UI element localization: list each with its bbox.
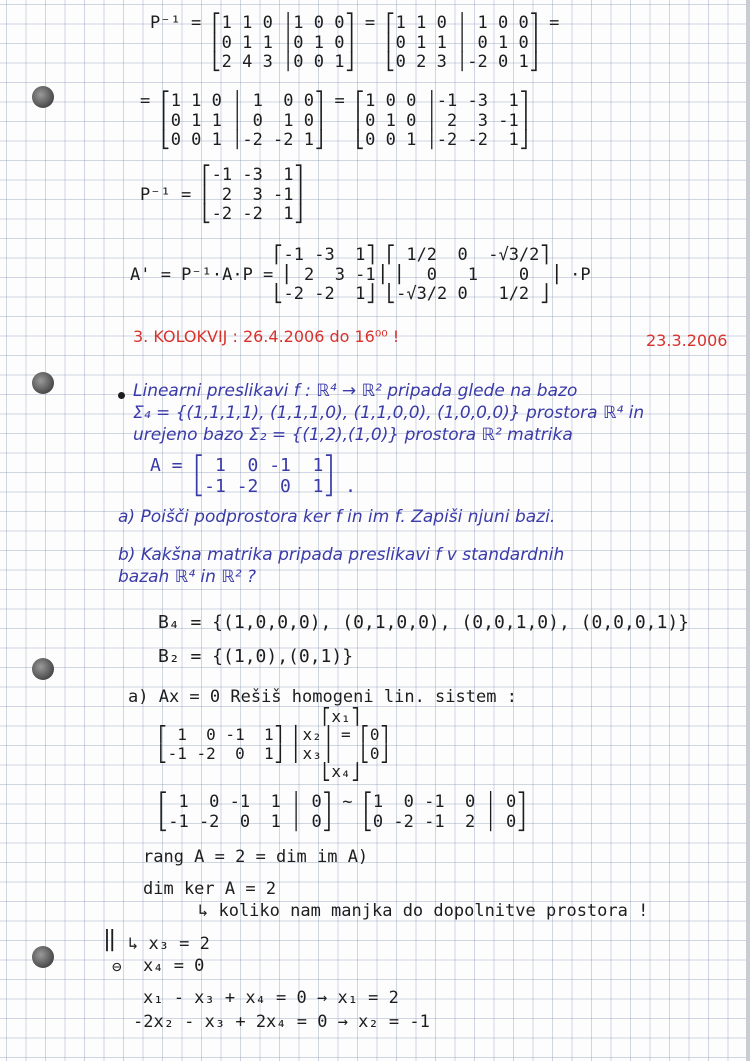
math-line: ⎡ 1 0 -1 1 │ 0⎤ ~ ⎡1 0 -1 0 │ 0⎤ (158, 792, 527, 812)
standard-basis-r4: B₄ = {(1,0,0,0), (0,1,0,0), (0,0,1,0), (0,0,0,1)} (158, 612, 690, 633)
math-line: ⎣-1 -2 0 1 │ 0⎦ ⎣0 -2 -1 2 │ 0⎦ (158, 811, 527, 832)
free-variable-x4: x₄ = 0 (143, 956, 205, 976)
binder-hole (32, 86, 54, 108)
math-line: ⎡ 1 0 -1 1⎤ ⎢x₂⎥ = ⎡0⎤ (158, 725, 390, 745)
math-line: A = ⎡ 1 0 -1 1⎤ (150, 455, 335, 476)
date-label: 23.3.2006 (646, 331, 728, 350)
equation-line: x₁ - x₃ + x₄ = 0 → x₁ = 2 (143, 988, 399, 1008)
free-variable-x3: ↳ x₃ = 2 (128, 934, 210, 954)
math-line: ⎡-1 -3 1⎤ ⎡ 1/2 0 -√3/2⎤ (130, 245, 550, 265)
math-line: P⁻¹ = ⎡1 1 0 │1 0 0⎤ = ⎡1 1 0 │ 1 0 0⎤ = (150, 13, 560, 33)
problem-text: Σ₄ = {(1,1,1,1), (1,1,1,0), (1,1,0,0), (1,0,0,0)} prostora ℝ⁴ in (133, 403, 645, 423)
math-line: P⁻¹ = ⎢ 2 3 -1⎥ (140, 184, 304, 205)
math-line: ⎡-1 -3 1⎤ (140, 165, 304, 185)
problem-matrix (150, 456, 356, 497)
binder-hole (32, 658, 54, 680)
math-line: ⎣-1 -2 0 1⎦ ⎢x₃⎥ ⎣0⎦ (158, 743, 390, 763)
problem-part-b: b) Kakšna matrika pripada preslikavi f v standardnih (118, 545, 565, 565)
math-line: ⎣-2 -2 1⎦ ⎣-√3/2 0 1/2 ⎦ (130, 284, 550, 305)
page-edge (746, 0, 750, 1061)
rank-statement: rang A = 2 = dim im A) (143, 847, 369, 867)
inverse-matrix-step-2 (140, 92, 529, 151)
math-line: ⎣-2 -2 1⎦ (140, 204, 304, 225)
problem-part-b: bazah ℝ⁴ in ℝ² ? (118, 567, 257, 587)
homogeneous-system (158, 708, 389, 782)
math-line: ⎣x₄⎦ (158, 762, 361, 782)
binder-hole (32, 946, 54, 968)
problem-text: urejeno bazo Σ₂ = {(1,2),(1,0)} prostora ℝ² matrika (133, 425, 573, 445)
math-line: ⎣0 0 1 │-2 -2 1⎦ ⎣0 0 1 │-2 -2 1⎦ (140, 130, 529, 151)
inverse-matrix-step-1 (150, 14, 559, 73)
math-line: A' = P⁻¹·A·P = ⎢ 2 3 -1⎥ ⎢ 0 1 0 ⎥ ·P (130, 264, 591, 285)
problem-text: Linearni preslikavi f : ℝ⁴ → ℝ² pripada glede na bazo (133, 381, 578, 401)
standard-basis-r2: B₂ = {(1,0),(0,1)} (158, 646, 354, 667)
math-line: ⎢0 1 1 │0 1 0⎥ ⎢0 1 1 │ 0 1 0⎥ (150, 32, 539, 53)
margin-mark: ⊖ (112, 957, 122, 976)
binder-hole (32, 372, 54, 394)
margin-mark: ‖ (103, 927, 117, 952)
row-reduction (158, 793, 526, 832)
math-line: ⎢0 1 1 │ 0 1 0⎥ ⎢0 1 0 │ 2 3 -1⎥ (140, 110, 529, 131)
math-line: ⎣-1 -2 0 1⎦ . (150, 475, 356, 497)
math-line: ⎡x₁⎤ (158, 707, 361, 726)
solution-part-a: a) Ax = 0 Rešiš homogeni lin. sistem : (128, 687, 517, 707)
math-line: ⎣2 4 3 │0 0 1⎦ ⎣0 2 3 │-2 0 1⎦ (150, 52, 539, 73)
exam-notice: 3. KOLOKVIJ : 26.4.2006 do 16⁰⁰ ! (133, 327, 400, 346)
kernel-dimension: dim ker A = 2 (143, 879, 277, 899)
equation-line: -2x₂ - x₃ + 2x₄ = 0 → x₂ = -1 (133, 1012, 430, 1032)
comment-line: ↳ koliko nam manjka do dopolnitve prostora ! (198, 901, 649, 921)
similarity-transform (130, 246, 591, 305)
bullet (118, 392, 125, 399)
problem-part-a: a) Poišči podprostora ker f in im f. Zapiši njuni bazi. (118, 507, 556, 527)
math-line: = ⎡1 1 0 │ 1 0 0⎤ = ⎡1 0 0 │-1 -3 1⎤ (140, 91, 529, 111)
inverse-matrix-result (140, 166, 304, 225)
